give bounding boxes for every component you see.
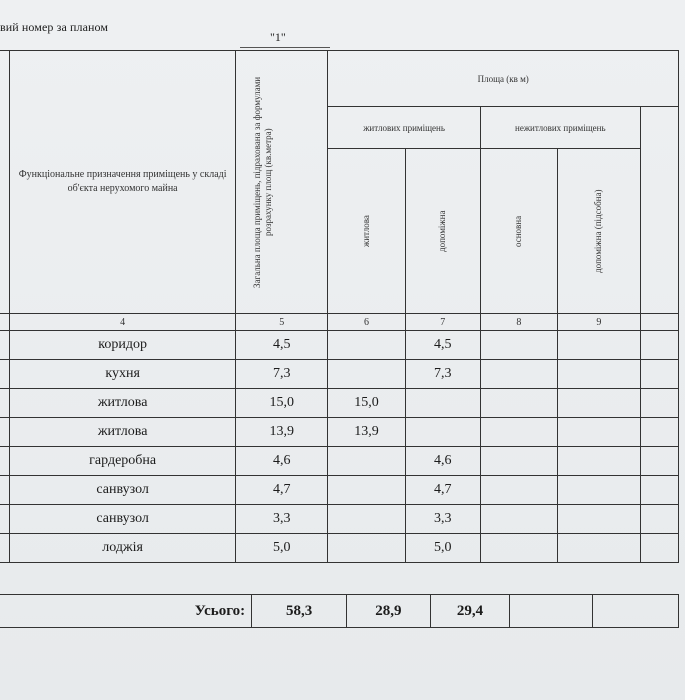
sub-aux-nonliving-header: допоміжна (підсобна) — [593, 189, 604, 273]
sub-aux-living-header: допоміжна — [437, 210, 448, 252]
room-living-area — [328, 534, 405, 563]
room-total-area: 13,9 — [236, 418, 328, 447]
sub-aux-nonliving-header-cell — [557, 149, 640, 314]
room-total-area: 7,3 — [236, 360, 328, 389]
room-name: коридор — [10, 331, 236, 360]
totals-living-area: 28,9 — [347, 595, 431, 628]
plan-number-label: вий номер за планом — [0, 20, 109, 34]
extra-column-header — [640, 107, 678, 314]
room-total-area: 4,5 — [236, 331, 328, 360]
totals-table — [0, 594, 679, 628]
living-group-header: житлових приміщень — [328, 107, 480, 149]
room-living-area — [328, 331, 405, 360]
area-table — [0, 50, 679, 563]
total-area-header-cell — [236, 51, 328, 314]
table-row — [0, 476, 679, 505]
totals-aux-area: 29,4 — [430, 595, 510, 628]
col-number-blank — [0, 314, 10, 331]
room-total-area: 4,7 — [236, 476, 328, 505]
room-living-area: 15,0 — [328, 389, 405, 418]
room-aux-area: 5,0 — [405, 534, 480, 563]
room-aux-area — [405, 418, 480, 447]
table-row — [0, 447, 679, 476]
room-aux-area: 3,3 — [405, 505, 480, 534]
room-name: житлова — [10, 389, 236, 418]
table-row — [0, 360, 679, 389]
sub-living-header-cell — [328, 149, 405, 314]
col-number: 4 — [10, 314, 236, 331]
nonliving-group-header: нежитлових приміщень — [480, 107, 640, 149]
col-number: 9 — [557, 314, 640, 331]
room-total-area: 15,0 — [236, 389, 328, 418]
function-header: Функціональне призначення приміщень у складі об'єкта нерухомого майна — [10, 51, 236, 314]
room-living-area: 13,9 — [328, 418, 405, 447]
room-name: санвузол — [10, 505, 236, 534]
table-row — [0, 418, 679, 447]
sub-living-header: житлова — [361, 215, 372, 247]
room-living-area — [328, 505, 405, 534]
sub-main-nonliving-header: основна — [513, 215, 524, 247]
totals-empty-cell — [510, 595, 592, 628]
room-total-area: 3,3 — [236, 505, 328, 534]
total-area-header: Загальна площа приміщень, підрахована за формулами розрахунку площ (кв.метра) — [251, 76, 273, 288]
room-aux-area: 4,6 — [405, 447, 480, 476]
col-number: 6 — [328, 314, 405, 331]
room-name: гардеробна — [10, 447, 236, 476]
room-name: кухня — [10, 360, 236, 389]
plan-number-value: "1" — [270, 30, 286, 44]
sub-main-nonliving-header-cell — [480, 149, 557, 314]
table-row — [0, 505, 679, 534]
col-number: 8 — [480, 314, 557, 331]
room-living-area — [328, 447, 405, 476]
room-living-area — [328, 476, 405, 505]
room-aux-area: 4,5 — [405, 331, 480, 360]
totals-label: Усього: — [0, 595, 252, 628]
table-row — [0, 389, 679, 418]
room-name: житлова — [10, 418, 236, 447]
col-number: 5 — [236, 314, 328, 331]
room-total-area: 5,0 — [236, 534, 328, 563]
room-total-area: 4,6 — [236, 447, 328, 476]
table-row — [0, 534, 679, 563]
room-aux-area: 4,7 — [405, 476, 480, 505]
room-name: санвузол — [10, 476, 236, 505]
room-aux-area: 7,3 — [405, 360, 480, 389]
plan-number-underline — [240, 47, 330, 48]
table-row — [0, 331, 679, 360]
room-living-area — [328, 360, 405, 389]
col-number: 7 — [405, 314, 480, 331]
totals-empty-cell — [592, 595, 678, 628]
left-margin-column — [0, 51, 10, 314]
col-number-blank — [640, 314, 678, 331]
sub-aux-living-header-cell — [405, 149, 480, 314]
area-group-header: Площа (кв м) — [328, 51, 679, 107]
totals-row — [0, 595, 679, 628]
room-aux-area — [405, 389, 480, 418]
totals-total-area: 58,3 — [252, 595, 347, 628]
room-name: лоджія — [10, 534, 236, 563]
